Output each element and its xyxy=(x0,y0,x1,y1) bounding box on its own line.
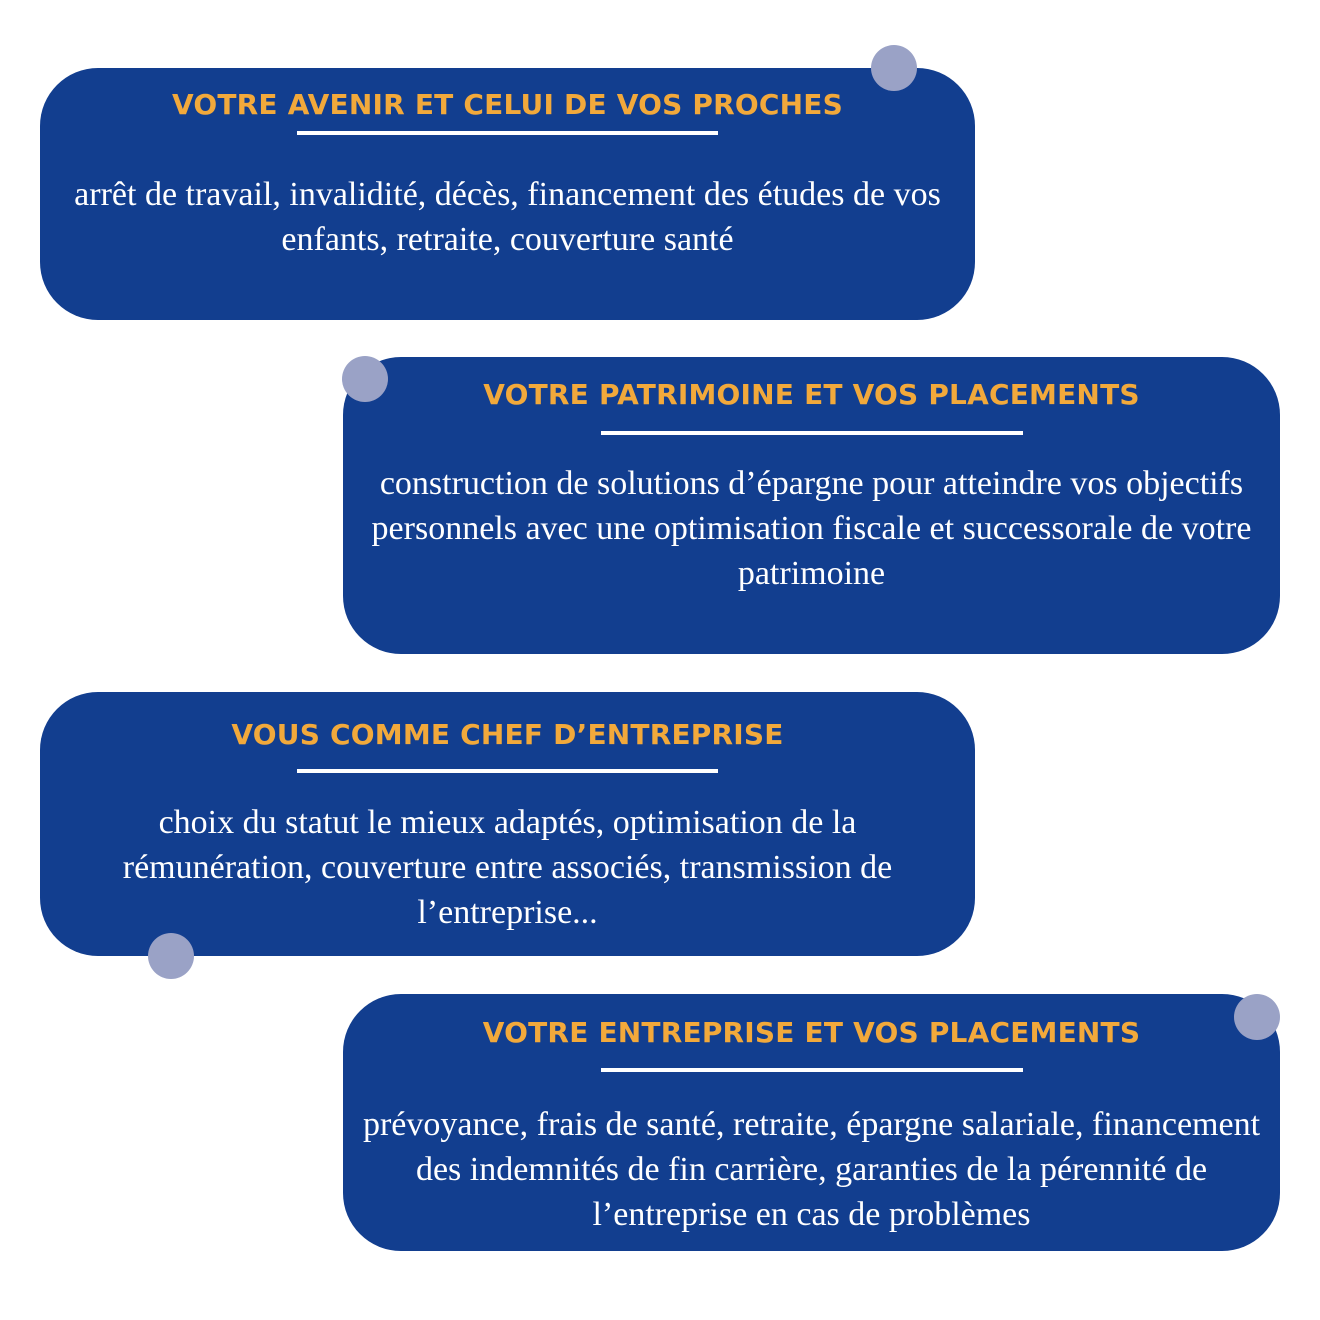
description-line: arrêt de travail, invalidité, décès, financement des études de vos xyxy=(74,176,941,213)
title-underline xyxy=(601,431,1023,435)
card-avenir xyxy=(40,68,975,320)
title-underline xyxy=(601,1068,1023,1072)
title-underline xyxy=(297,769,718,773)
description-line: l’entreprise en cas de problèmes xyxy=(592,1196,1031,1233)
description-line: personnels avec une optimisation fiscale et successorale de votre xyxy=(371,510,1252,547)
card-title: VOUS COMME CHEF D’ENTREPRISE xyxy=(231,718,784,751)
description-line: prévoyance, frais de santé, retraite, épargne salariale, financement xyxy=(362,1106,1261,1143)
card-description xyxy=(357,461,1266,596)
card-description xyxy=(54,800,961,935)
card-description xyxy=(54,172,961,262)
description-line: construction de solutions d’épargne pour atteindre vos objectifs xyxy=(379,465,1244,502)
decorative-dot-icon xyxy=(871,45,917,91)
description-line: choix du statut le mieux adaptés, optimisation de la xyxy=(158,804,857,841)
description-line: l’entreprise... xyxy=(417,894,598,931)
description-line: enfants, retraite, couverture santé xyxy=(281,221,734,258)
description-line: patrimoine xyxy=(737,555,886,592)
card-description xyxy=(357,1102,1266,1237)
card-entreprise-placements xyxy=(343,994,1280,1251)
description-line: des indemnités de fin carrière, garanties de la pérennité de xyxy=(415,1151,1208,1188)
card-chef-entreprise xyxy=(40,692,975,956)
description-line: rémunération, couverture entre associés, transmission de xyxy=(122,849,893,886)
title-underline xyxy=(297,131,718,135)
card-title: VOTRE ENTREPRISE ET VOS PLACEMENTS xyxy=(482,1016,1141,1049)
card-title: VOTRE PATRIMOINE ET VOS PLACEMENTS xyxy=(483,378,1140,411)
decorative-dot-icon xyxy=(148,933,194,979)
card-title: VOTRE AVENIR ET CELUI DE VOS PROCHES xyxy=(171,88,843,121)
card-patrimoine xyxy=(343,357,1280,654)
decorative-dot-icon xyxy=(1234,994,1280,1040)
decorative-dot-icon xyxy=(342,356,388,402)
